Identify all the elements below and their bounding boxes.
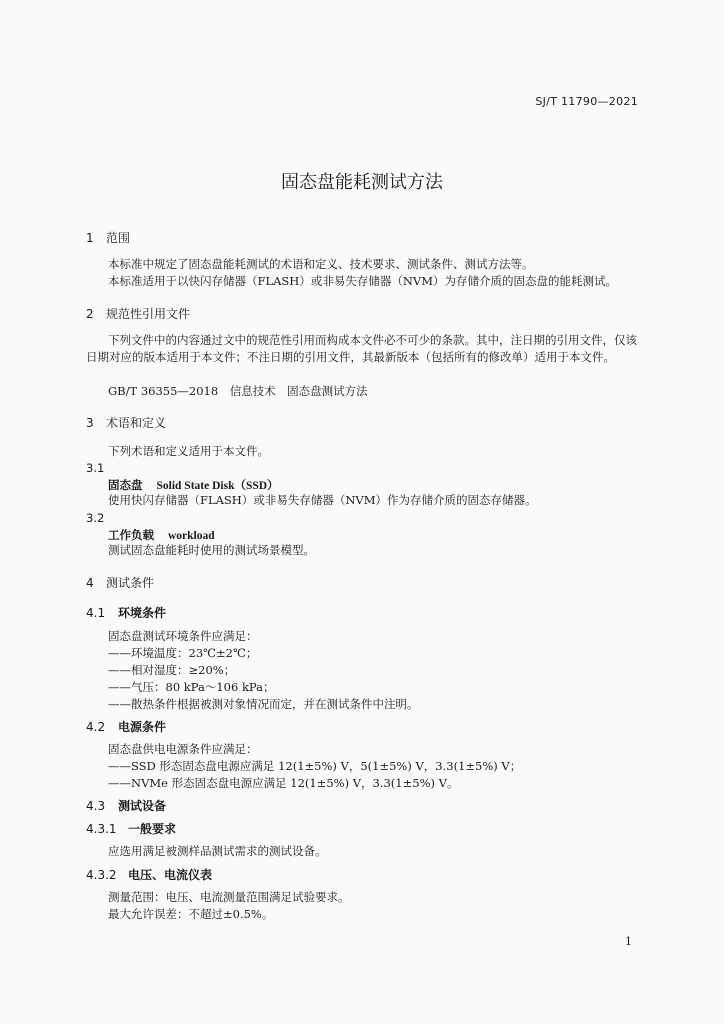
page-number: 1 bbox=[625, 935, 632, 948]
subsection-number: 4.3 bbox=[86, 799, 106, 813]
subsection-number: 4.1 bbox=[86, 606, 106, 620]
section-1-heading bbox=[86, 229, 130, 246]
section-title: 术语和定义 bbox=[106, 416, 167, 430]
section-title: 测试条件 bbox=[106, 576, 155, 590]
subsection-number: 4.2 bbox=[86, 720, 106, 734]
subsection-4-3-heading bbox=[86, 797, 166, 814]
term-title bbox=[108, 527, 215, 543]
list-item: ——SSD 形态固态盘电源应满足 12(1±5%) V，5(1±5%) V，3.3(1±5%) V； bbox=[108, 759, 522, 773]
subsection-title: 环境条件 bbox=[118, 606, 167, 620]
paragraph: 本标准适用于以快闪存储器（FLASH）或非易失存储器（NVM）为存储介质的固态盘的能耗测试。 bbox=[108, 274, 617, 288]
paragraph: 本标准中规定了固态盘能耗测试的术语和定义、技术要求、测试条件、测试方法等。 bbox=[108, 257, 534, 271]
paragraph: 最大允许误差：不超过±0.5%。 bbox=[108, 907, 274, 921]
paragraph: 下列术语和定义适用于本文件。 bbox=[108, 444, 269, 458]
document-title: 固态盘能耗测试方法 bbox=[281, 172, 443, 193]
paragraph: 测量范围：电压、电流测量范围满足试验要求。 bbox=[108, 890, 350, 904]
subsection-title: 电压、电流仪表 bbox=[128, 868, 213, 882]
paragraph: 应选用满足被测样品测试需求的测试设备。 bbox=[108, 844, 327, 858]
paragraph: 固态盘测试环境条件应满足： bbox=[108, 629, 258, 643]
paragraph: 固态盘供电电源条件应满足： bbox=[108, 742, 258, 756]
standard-code: SJ/T 11790—2021 bbox=[535, 95, 638, 108]
subsection-number: 4.3.1 bbox=[86, 822, 117, 836]
term-cn: 固态盘 bbox=[108, 478, 143, 492]
subsection-4-1-heading bbox=[86, 604, 166, 621]
subsection-4-2-heading bbox=[86, 718, 166, 735]
subsection-number: 4.3.2 bbox=[86, 868, 117, 882]
term-cn: 工作负载 bbox=[108, 528, 154, 542]
section-number: 2 bbox=[86, 307, 94, 321]
section-4-heading bbox=[86, 574, 154, 591]
subsection-4-3-2-heading bbox=[86, 866, 212, 883]
term-en: workload bbox=[168, 530, 215, 542]
subsection-title: 一般要求 bbox=[128, 822, 177, 836]
section-number: 3 bbox=[86, 416, 94, 430]
term-number: 3.1 bbox=[86, 461, 105, 475]
section-3-heading bbox=[86, 414, 166, 431]
term-en: Solid State Disk（SSD） bbox=[156, 480, 279, 492]
section-title: 规范性引用文件 bbox=[106, 307, 191, 321]
term-number: 3.2 bbox=[86, 511, 105, 525]
list-item: ——散热条件根据被测对象情况而定，并在测试条件中注明。 bbox=[108, 697, 419, 711]
term-title bbox=[108, 477, 279, 493]
section-number: 1 bbox=[86, 231, 94, 245]
subsection-title: 测试设备 bbox=[118, 799, 167, 813]
section-title: 范围 bbox=[106, 231, 131, 245]
normative-reference: GB/T 36355—2018 信息技术 固态盘测试方法 bbox=[108, 384, 368, 398]
term-definition: 测试固态盘能耗时使用的测试场景模型。 bbox=[108, 543, 315, 557]
subsection-4-3-1-heading bbox=[86, 820, 176, 837]
section-2-heading bbox=[86, 305, 190, 322]
term-definition: 使用快闪存储器（FLASH）或非易失存储器（NVM）作为存储介质的固态存储器。 bbox=[108, 493, 537, 507]
list-item: ——相对湿度：≥20%； bbox=[108, 663, 236, 677]
section-number: 4 bbox=[86, 576, 94, 590]
paragraph: 下列文件中的内容通过文中的规范性引用而构成本文件必不可少的条款。其中，注日期的引用文件，仅该日期对应的版本适用于本文件；不注日期的引用文件，其最新版本（包括所有的修改单）适用于本文件。 bbox=[86, 333, 637, 364]
list-item: ——环境温度：23℃±2℃； bbox=[108, 646, 258, 660]
list-item: ——气压：80 kPa～106 kPa； bbox=[108, 680, 275, 694]
subsection-title: 电源条件 bbox=[118, 720, 167, 734]
list-item: ——NVMe 形态固态盘电源应满足 12(1±5%) V，3.3(1±5%) V。 bbox=[108, 776, 459, 790]
